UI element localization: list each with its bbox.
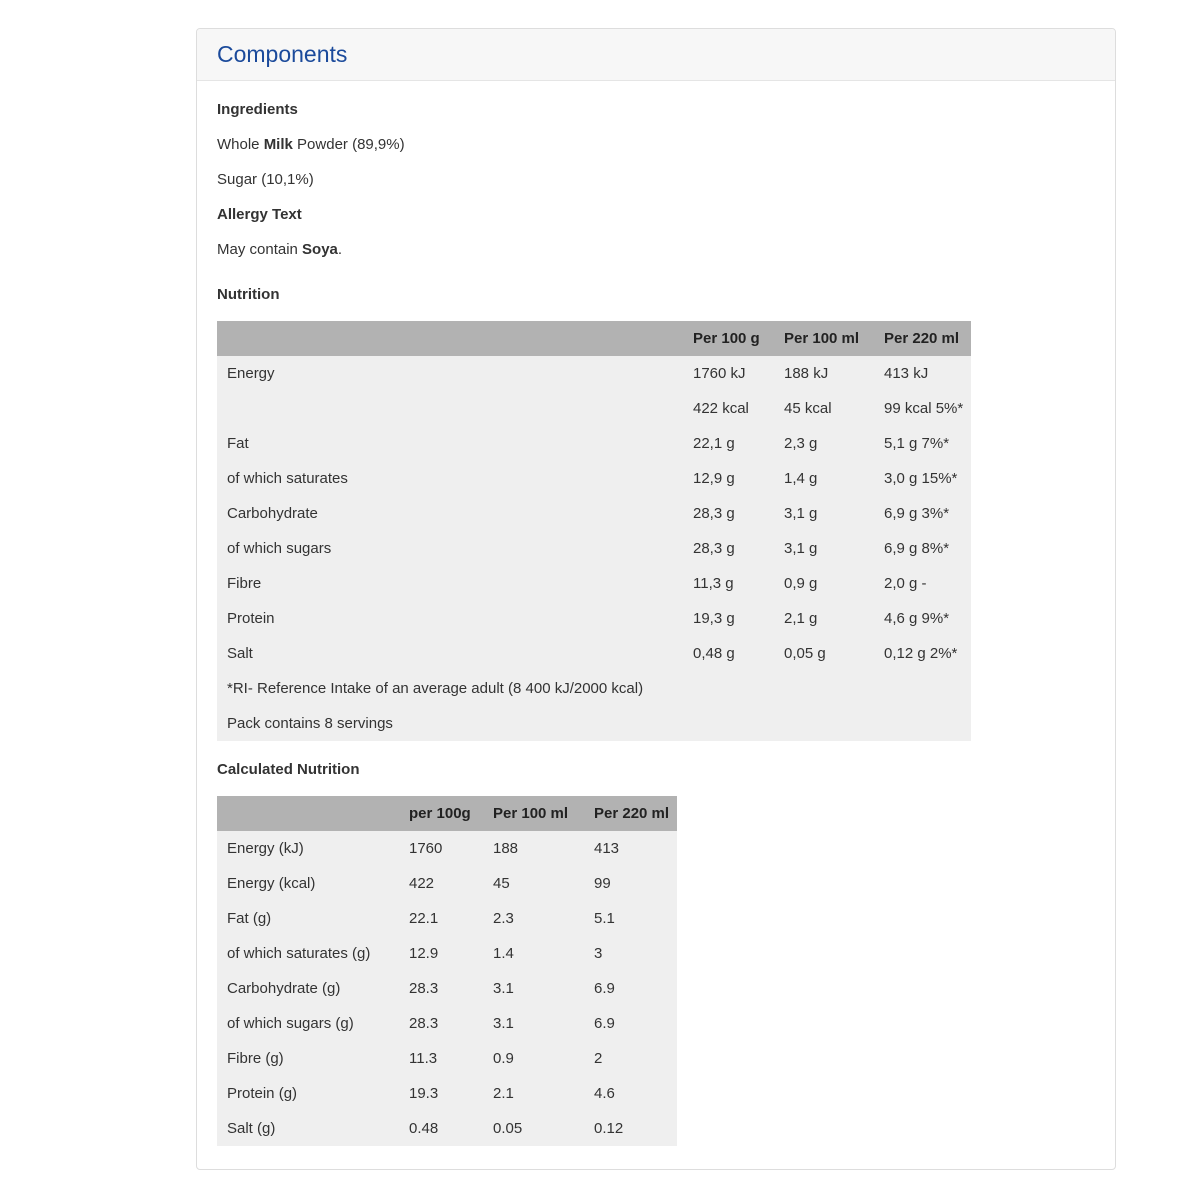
value-cell: 2,3 g xyxy=(774,426,874,461)
column-header: Per 100 ml xyxy=(774,321,874,356)
table-row xyxy=(217,971,677,1006)
allergy-line xyxy=(217,241,1095,258)
table-row xyxy=(217,866,677,901)
footnote-row xyxy=(217,671,971,706)
table-row xyxy=(217,496,971,531)
value-cell: 0,48 g xyxy=(683,636,774,671)
column-header: per 100g xyxy=(399,796,483,831)
value-cell: 0.12 xyxy=(584,1111,677,1146)
value-cell: 2.3 xyxy=(483,901,584,936)
calculated-nutrition-heading: Calculated Nutrition xyxy=(217,761,360,779)
value-cell: 0,9 g xyxy=(774,566,874,601)
row-label: Salt xyxy=(217,636,683,671)
value-cell: 6.9 xyxy=(584,971,677,1006)
value-cell: 99 kcal 5%* xyxy=(874,391,971,426)
table-row xyxy=(217,531,971,566)
table-row xyxy=(217,601,971,636)
table-row xyxy=(217,901,677,936)
table-row xyxy=(217,1111,677,1146)
column-header: Per 100 g xyxy=(683,321,774,356)
row-label: Energy xyxy=(217,356,683,391)
row-label: of which saturates (g) xyxy=(217,936,399,971)
value-cell: 22.1 xyxy=(399,901,483,936)
row-label: Fibre (g) xyxy=(217,1041,399,1076)
row-label xyxy=(217,391,683,426)
components-card-header xyxy=(197,29,1115,81)
nutrition-table xyxy=(217,321,971,741)
column-header xyxy=(217,321,683,356)
table-row xyxy=(217,426,971,461)
row-label: Protein (g) xyxy=(217,1076,399,1111)
allergy-heading: Allergy Text xyxy=(217,206,302,224)
value-cell: 19,3 g xyxy=(683,601,774,636)
table-row xyxy=(217,936,677,971)
value-cell: 22,1 g xyxy=(683,426,774,461)
value-cell: 3,1 g xyxy=(774,496,874,531)
table-row xyxy=(217,566,971,601)
value-cell: 11.3 xyxy=(399,1041,483,1076)
table-row xyxy=(217,1006,677,1041)
value-cell: 0.48 xyxy=(399,1111,483,1146)
allergy-text: May contain xyxy=(217,241,303,259)
row-label: Fat (g) xyxy=(217,901,399,936)
ingredient-allergen: Milk xyxy=(263,136,293,154)
value-cell: 28.3 xyxy=(399,971,483,1006)
row-label: Carbohydrate (g) xyxy=(217,971,399,1006)
value-cell: 28,3 g xyxy=(683,496,774,531)
value-cell: 0.9 xyxy=(483,1041,584,1076)
row-label: Carbohydrate xyxy=(217,496,683,531)
value-cell: 1,4 g xyxy=(774,461,874,496)
panel-title: Components xyxy=(217,41,348,67)
value-cell: 12,9 g xyxy=(683,461,774,496)
column-header: Per 220 ml xyxy=(874,321,971,356)
ingredient-text: Whole xyxy=(217,136,264,154)
table-row xyxy=(217,391,971,426)
value-cell: 6.9 xyxy=(584,1006,677,1041)
value-cell: 1.4 xyxy=(483,936,584,971)
value-cell: 2,0 g - xyxy=(874,566,971,601)
value-cell: 5,1 g 7%* xyxy=(874,426,971,461)
table-row xyxy=(217,636,971,671)
row-label: Fibre xyxy=(217,566,683,601)
value-cell: 3.1 xyxy=(483,971,584,1006)
row-label: Protein xyxy=(217,601,683,636)
value-cell: 6,9 g 8%* xyxy=(874,531,971,566)
value-cell: 3 xyxy=(584,936,677,971)
components-card xyxy=(196,28,1116,1170)
value-cell: 45 xyxy=(483,866,584,901)
value-cell: 413 kJ xyxy=(874,356,971,391)
value-cell: 11,3 g xyxy=(683,566,774,601)
table-row xyxy=(217,461,971,496)
value-cell: 5.1 xyxy=(584,901,677,936)
value-cell: 188 kJ xyxy=(774,356,874,391)
table-row xyxy=(217,831,677,866)
value-cell: 99 xyxy=(584,866,677,901)
components-card-body xyxy=(197,81,1115,1168)
value-cell: 422 kcal xyxy=(683,391,774,426)
value-cell: 3,1 g xyxy=(774,531,874,566)
row-label: of which sugars xyxy=(217,531,683,566)
value-cell: 422 xyxy=(399,866,483,901)
value-cell: 0.05 xyxy=(483,1111,584,1146)
value-cell: 2 xyxy=(584,1041,677,1076)
value-cell: 4.6 xyxy=(584,1076,677,1111)
value-cell: 2.1 xyxy=(483,1076,584,1111)
table-row xyxy=(217,1041,677,1076)
value-cell: 28,3 g xyxy=(683,531,774,566)
value-cell: 1760 kJ xyxy=(683,356,774,391)
column-header: Per 100 ml xyxy=(483,796,584,831)
ingredient-line-sugar xyxy=(217,171,1095,188)
value-cell: 413 xyxy=(584,831,677,866)
value-cell: 19.3 xyxy=(399,1076,483,1111)
footnote-row xyxy=(217,706,971,741)
ingredient-line-milk xyxy=(217,136,1095,153)
value-cell: 12.9 xyxy=(399,936,483,971)
table-row xyxy=(217,1076,677,1111)
calculated-nutrition-table xyxy=(217,796,677,1146)
value-cell: 45 kcal xyxy=(774,391,874,426)
table-row xyxy=(217,356,971,391)
ingredients-heading: Ingredients xyxy=(217,101,298,119)
row-label: of which sugars (g) xyxy=(217,1006,399,1041)
column-header: Per 220 ml xyxy=(584,796,677,831)
nutrition-heading: Nutrition xyxy=(217,286,280,304)
row-label: Fat xyxy=(217,426,683,461)
row-label: Energy (kcal) xyxy=(217,866,399,901)
table-header-row xyxy=(217,796,677,831)
row-label: Energy (kJ) xyxy=(217,831,399,866)
row-label: of which saturates xyxy=(217,461,683,496)
row-label: Salt (g) xyxy=(217,1111,399,1146)
allergy-text: . xyxy=(337,241,343,259)
value-cell: 0,12 g 2%* xyxy=(874,636,971,671)
value-cell: 6,9 g 3%* xyxy=(874,496,971,531)
column-header xyxy=(217,796,399,831)
value-cell: 188 xyxy=(483,831,584,866)
footnote-text: Pack contains 8 servings xyxy=(217,706,971,741)
ingredient-text: Sugar (10,1%) xyxy=(217,171,314,189)
allergy-allergen: Soya xyxy=(302,241,338,259)
value-cell: 2,1 g xyxy=(774,601,874,636)
ingredient-text: Powder (89,9%) xyxy=(292,136,405,154)
footnote-text: *RI- Reference Intake of an average adult (8 400 kJ/2000 kcal) xyxy=(217,671,971,706)
value-cell: 28.3 xyxy=(399,1006,483,1041)
value-cell: 4,6 g 9%* xyxy=(874,601,971,636)
table-header-row xyxy=(217,321,971,356)
value-cell: 3.1 xyxy=(483,1006,584,1041)
value-cell: 1760 xyxy=(399,831,483,866)
value-cell: 0,05 g xyxy=(774,636,874,671)
value-cell: 3,0 g 15%* xyxy=(874,461,971,496)
